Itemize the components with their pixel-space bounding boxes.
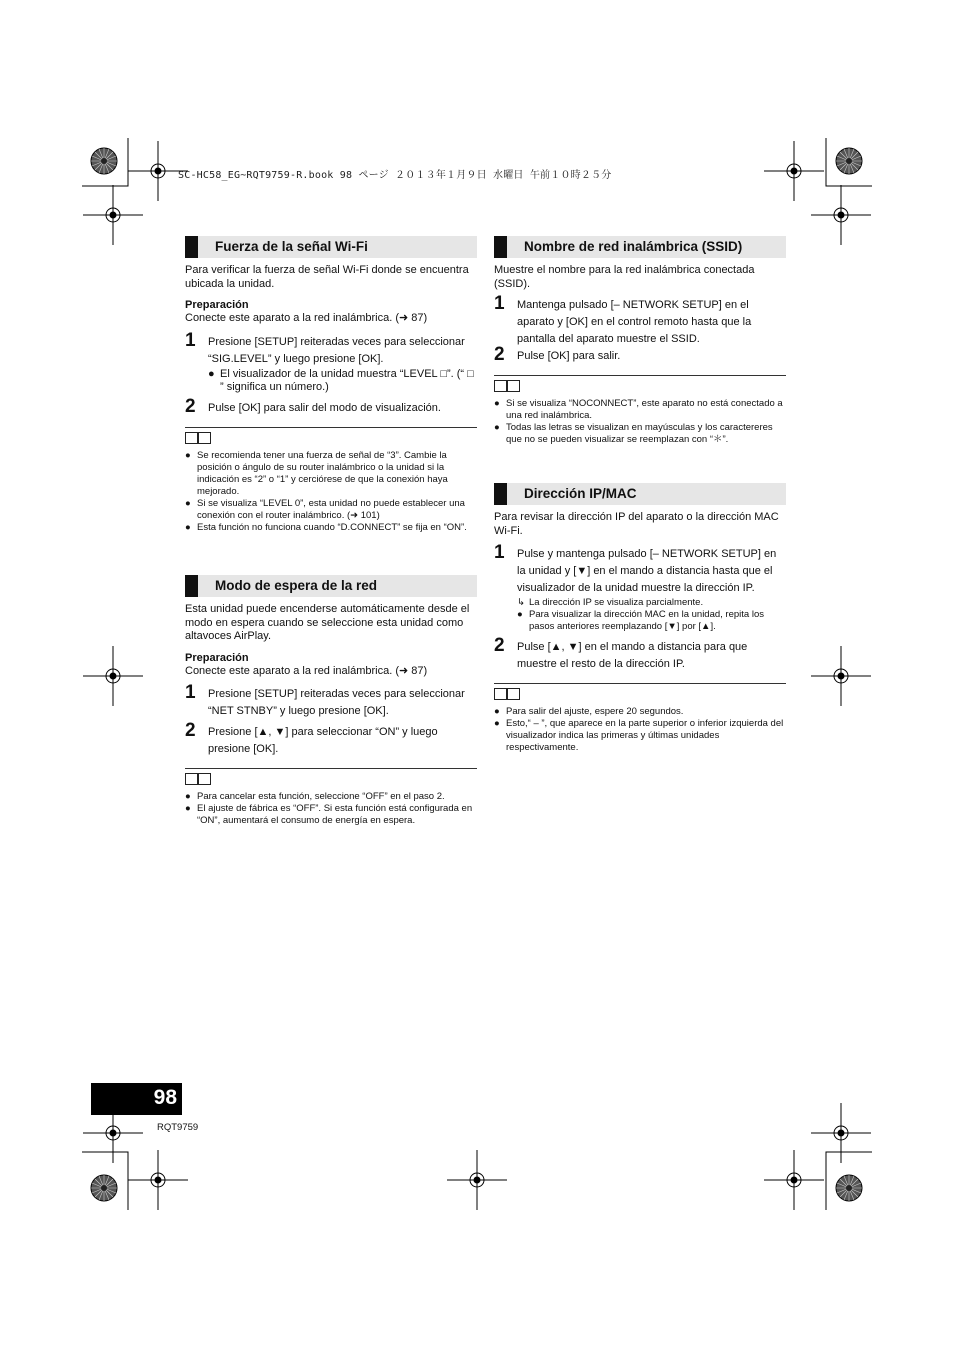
note-item: ● Si se visualiza “LEVEL 0”, esta unidad no puede establecer una conexión con el router inalámbrico. (➜ 101) bbox=[185, 497, 465, 521]
book-icon bbox=[185, 773, 211, 785]
book-file-header: SC-HC58_EG~RQT9759-R.book 98 ページ ２０１３年１月９日 水曜日 午前１０時２５分 bbox=[178, 170, 612, 181]
section-marker bbox=[494, 483, 507, 505]
section-marker bbox=[185, 575, 198, 597]
step-number: 2 bbox=[185, 395, 196, 417]
note-item: ● Si se visualiza “NOCONNECT”, este aparato no está conectado a una red inalámbrica. bbox=[494, 398, 783, 421]
book-icon bbox=[185, 432, 211, 444]
section-header-ssid bbox=[494, 236, 786, 258]
bullet-icon: ● bbox=[517, 609, 523, 620]
step-text: Presione [SETUP] reiteradas veces para seleccionar “NET STNBY” y luego presione [OK]. bbox=[208, 688, 465, 717]
step-number: 2 bbox=[185, 720, 196, 741]
step-2 bbox=[494, 635, 786, 673]
section-header-wifi bbox=[185, 236, 477, 258]
step-text: Pulse y mantenga pulsado [– NETWORK SETUP] en la unidad y [▼] en el mando a distancia hasta que el visualizador de la unidad muestre la dirección IP. bbox=[517, 548, 777, 594]
step-text: Mantenga pulsado [– NETWORK SETUP] en el aparato y [OK] en el control remoto hasta que la pantalla del aparato muestre el SSID. bbox=[517, 299, 752, 345]
notes-block bbox=[494, 683, 786, 754]
section-title: Fuerza de la señal Wi-Fi bbox=[215, 239, 368, 254]
sub-text: Para visualizar la dirección MAC en la unidad, repita los pasos anteriores reemplazando [▼] por [▲]. bbox=[529, 609, 764, 632]
note-item: ● Para salir del ajuste, espere 20 segundos. bbox=[494, 706, 684, 717]
section-intro: Para revisar la dirección IP del aparato o la dirección MAC Wi-Fi. bbox=[494, 511, 779, 537]
step-text: Presione [▲, ▼] para seleccionar “ON” y luego presione [OK]. bbox=[208, 726, 438, 755]
step-sub-bullet bbox=[208, 368, 477, 394]
step-number: 1 bbox=[494, 293, 505, 314]
step-1 bbox=[494, 293, 786, 348]
note-item: ● Esto,“ – ”, que aparece en la parte superior o inferior izquierda del visualizador indica las primeras y últimas unidades respectivamente. bbox=[494, 718, 784, 753]
bullet-icon: ● bbox=[208, 367, 215, 380]
right-column bbox=[494, 236, 786, 446]
step-text: Pulse [OK] para salir. bbox=[517, 350, 621, 362]
note-item: ● Esta función no funciona cuando “D.CONNECT” se fija en “ON”. bbox=[185, 521, 467, 533]
notes-block bbox=[185, 768, 477, 827]
step-number: 2 bbox=[494, 344, 505, 365]
step-number: 1 bbox=[185, 329, 196, 351]
result-text: La dirección IP se visualiza parcialmente. bbox=[529, 597, 704, 608]
left-column bbox=[185, 236, 477, 534]
step-1 bbox=[494, 542, 786, 597]
note-item: ● Para cancelar esta función, seleccione “OFF” en el paso 2. bbox=[185, 791, 445, 802]
step-number: 1 bbox=[494, 542, 505, 563]
section-marker bbox=[494, 236, 507, 258]
step-sub-bullet bbox=[517, 609, 786, 633]
notes-block bbox=[494, 375, 786, 446]
section-header-standby bbox=[185, 575, 477, 597]
preparation-label: Preparación bbox=[185, 651, 249, 664]
section-marker bbox=[185, 236, 198, 258]
step-number: 2 bbox=[494, 635, 505, 656]
section-header-ipmac bbox=[494, 483, 786, 505]
step-2 bbox=[185, 720, 477, 758]
book-icon bbox=[494, 688, 520, 700]
section-title: Nombre de red inalámbrica (SSID) bbox=[524, 239, 743, 254]
model-code: RQT9759 bbox=[157, 1122, 199, 1133]
page-number: 98 bbox=[153, 1086, 177, 1109]
section-intro: Para verificar la fuerza de señal Wi-Fi donde se encuentra ubicada la unidad. bbox=[185, 264, 469, 290]
preparation-text: Conecte este aparato a la red inalámbrica. (➜ 87) bbox=[185, 664, 428, 677]
section-title: Modo de espera de la red bbox=[215, 578, 378, 593]
preparation-text: Conecte este aparato a la red inalámbrica. (➜ 87) bbox=[185, 312, 428, 324]
step-text: Pulse [OK] para salir del modo de visualización. bbox=[208, 401, 441, 414]
step-result-note bbox=[517, 597, 786, 609]
step-text: Pulse [▲, ▼] en el mando a distancia para que muestre el resto de la dirección IP. bbox=[517, 641, 748, 670]
note-item: ● El ajuste de fábrica es “OFF”. Si esta función está configurada en “ON”, aumentará el consumo de energía en espera. bbox=[185, 803, 473, 826]
right-column-lower bbox=[494, 483, 786, 754]
sub-text: El visualizador de la unidad muestra “LEVEL □”. (“ □ ” significa un número.) bbox=[220, 367, 474, 393]
preparation-label: Preparación bbox=[185, 299, 249, 311]
section-intro: Esta unidad puede encenderse automáticamente desde el modo en espera cuando se seleccione esta unidad como altavoces AirPlay. bbox=[185, 603, 470, 642]
step-text: Presione [SETUP] reiteradas veces para seleccionar “SIG.LEVEL” y luego presione [OK]. bbox=[208, 335, 465, 365]
page-number-tab bbox=[91, 1083, 182, 1115]
step-1 bbox=[185, 329, 477, 368]
sub-arrow-icon: ↳ bbox=[517, 597, 525, 608]
section-intro: Muestre el nombre para la red inalámbrica conectada (SSID). bbox=[494, 264, 755, 290]
note-item: ● Todas las letras se visualizan en mayúsculas y los caractereres que no se pueden visualizar se reemplazan con “＊”. bbox=[494, 422, 773, 445]
note-item: ● Se recomienda tener una fuerza de señal de “3”. Cambie la posición o ángulo de su router inalámbrico o la unidad si la indicación es “2” o “1” y cerciórese de que la conexión haya mejorado. bbox=[185, 449, 448, 497]
step-2 bbox=[185, 395, 477, 417]
book-icon bbox=[494, 380, 520, 392]
step-number: 1 bbox=[185, 682, 196, 703]
left-column-lower bbox=[185, 575, 477, 827]
step-2 bbox=[494, 344, 786, 365]
section-title: Dirección IP/MAC bbox=[524, 486, 637, 501]
notes-block bbox=[185, 427, 477, 534]
step-1 bbox=[185, 682, 477, 720]
